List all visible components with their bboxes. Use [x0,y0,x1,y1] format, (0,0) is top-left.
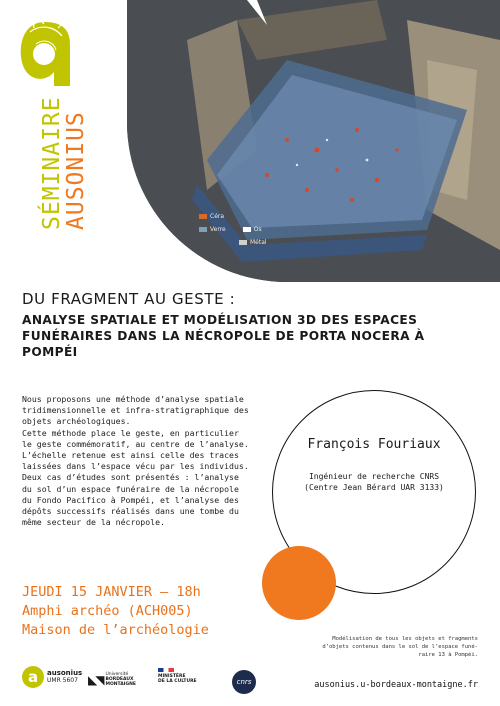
subtitle: ANALYSE SPATIALE ET MODÉLISATION 3D DES ESPACES FUNÉRAIRES DANS LA NÉCROPOLE DE PORTA NOCERA À POMPÉI [22,313,425,359]
legend-item [199,213,267,220]
ausonius-label: ausonius [47,669,83,677]
ministry-logo [158,668,197,684]
abstract-paragraph: Cette méthode place le geste, en particulier le geste commémoratif, au centre de l’analyse. L’échelle retenue est ainsi celle des traces laissées dans l’espace vécu par les individus. [22,427,249,472]
abstract-paragraph: Nous proposons une méthode d’analyse spatiale tridimensionnelle et infra-stratigraphique des objets archéologiques. [22,394,249,427]
legend-swatch-metal [239,240,247,245]
ministry-label: MINISTÈRE [158,674,186,679]
cnrs-logo-icon: cnrs [232,670,256,694]
ausonius-text: AUSONIUS [63,111,89,230]
legend-swatch-glass [199,227,207,232]
speaker-role-line: Ingénieur de recherche CNRS [308,472,440,481]
website-url[interactable]: ausonius.u-bordeaux-montaigne.fr [314,680,478,690]
event-building: Maison de l’archéologie [22,622,209,638]
legend-swatch-ceramic [199,214,207,219]
abstract-paragraph: Deux cas d’études sont présentés : l’analyse du sol d’un espace funéraire de la nécropole du Fondo Pacifico à Pompéi, et l’analyse des dépôts successifs réalisés dans une tombe du même secteur de la nécropole. [22,472,239,528]
ubm-label: MONTAIGNE [105,682,136,687]
material-legend [199,213,267,252]
legend-item [199,226,267,233]
abstract-text [22,394,252,528]
decorative-orange-circle [262,546,336,620]
ubm-mark-icon: ◣◥ [88,672,103,687]
footer-logos [0,666,500,706]
event-details [22,583,209,640]
seminaire-text: SÉMINAIRE [39,96,65,230]
event-date: JEUDI 15 JANVIER — 18h [22,584,201,600]
ausonius-sub: UMR 5607 [47,677,78,684]
ausonius-a-logo-icon [14,14,76,98]
caption-line: d’objets contenus dans le sol de l’espace funé- [322,644,478,650]
speaker-role [273,471,475,493]
ausonius-logo [22,666,82,688]
french-flag-icon [158,668,174,672]
ubm-label: Université [105,672,129,677]
speaker-affiliation: (Centre Jean Bérard UAR 3133) [304,483,444,492]
legend-label: Os [253,226,262,233]
caption-line: raire 13 à Pompéi. [418,652,478,658]
image-caption [278,635,478,659]
legend-label: Verre [210,226,226,233]
ausonius-mark-icon: a [22,666,44,688]
ministry-label: DE LA CULTURE [158,679,197,684]
ubm-logo [88,672,136,687]
legend-label: Céra [210,213,225,220]
legend-item [239,239,267,246]
speaker-name: François Fouriaux [307,437,441,452]
vertical-seminar-title [40,96,88,230]
legend-label: Métal [250,239,267,246]
main-title: DU FRAGMENT AU GESTE : [22,290,236,308]
ubm-label: BORDEAUX [105,677,134,682]
cnrs-logo [232,670,256,694]
caption-line: Modélisation de tous les objets et fragments [332,636,478,642]
hero-3d-model-image [127,0,500,282]
legend-swatch-bone [243,227,251,232]
event-room: Amphi archéo (ACH005) [22,603,193,619]
